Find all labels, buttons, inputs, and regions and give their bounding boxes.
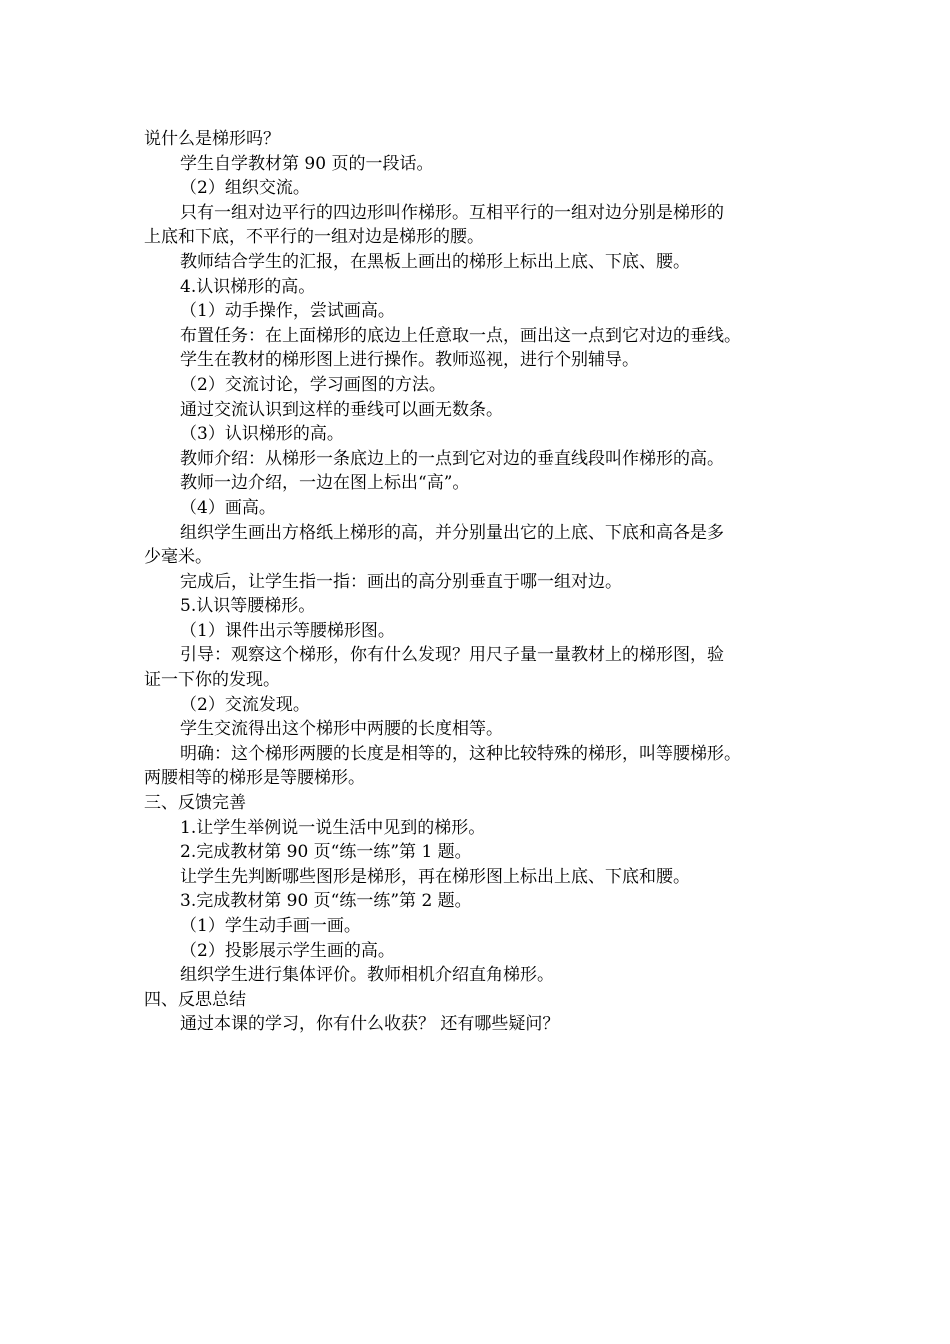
paragraph-line: 学生自学教材第 90 页的一段话。 <box>180 153 434 174</box>
paragraph-line: （1）动手操作，尝试画高。 <box>180 301 395 322</box>
paragraph-line: （2）组织交流。 <box>180 178 310 199</box>
paragraph-line: 通过本课的学习，你有什么收获？ 还有哪些疑问？ <box>180 1014 560 1035</box>
subsection-heading: 4.认识梯形的高。 <box>180 276 316 297</box>
lesson-text-body <box>144 127 824 1037</box>
paragraph-line: 两腰相等的梯形是等腰梯形。 <box>144 768 365 789</box>
paragraph-line: 学生交流得出这个梯形中两腰的长度相等。 <box>180 719 503 740</box>
paragraph-line: 上底和下底，不平行的一组对边是梯形的腰。 <box>144 227 484 248</box>
paragraph-line: 组织学生进行集体评价。教师相机介绍直角梯形。 <box>180 965 554 986</box>
paragraph-line: 通过交流认识到这样的垂线可以画无数条。 <box>180 399 503 420</box>
section-heading: 三、反馈完善 <box>144 793 246 814</box>
paragraph-line: （2）投影展示学生画的高。 <box>180 940 395 961</box>
paragraph-line: 教师一边介绍，一边在图上标出“高”。 <box>180 473 470 494</box>
paragraph-line: 证一下你的发现。 <box>144 670 280 691</box>
paragraph-line: 3.完成教材第 90 页“练一练”第 2 题。 <box>180 891 472 912</box>
paragraph-line: 说什么是梯形吗？ <box>144 129 280 149</box>
paragraph-line: （2）交流发现。 <box>180 694 310 715</box>
paragraph-line: 布置任务：在上面梯形的底边上任意取一点，画出这一点到它对边的垂线。 <box>180 325 741 346</box>
paragraph-line: 1.让学生举例说一说生活中见到的梯形。 <box>180 817 486 838</box>
paragraph-line: （4）画高。 <box>180 497 276 518</box>
paragraph-line: 2.完成教材第 90 页“练一练”第 1 题。 <box>180 842 472 863</box>
subsection-heading: 5.认识等腰梯形。 <box>180 596 316 617</box>
paragraph-line: 只有一组对边平行的四边形叫作梯形。互相平行的一组对边分别是梯形的 <box>180 202 724 223</box>
paragraph-line: 完成后，让学生指一指：画出的高分别垂直于哪一组对边。 <box>180 571 622 592</box>
paragraph-line: 组织学生画出方格纸上梯形的高，并分别量出它的上底、下底和高各是多 <box>180 522 724 543</box>
paragraph-line: 教师介绍：从梯形一条底边上的一点到它对边的垂直线段叫作梯形的高。 <box>180 448 724 469</box>
section-heading: 四、反思总结 <box>144 989 246 1010</box>
paragraph-line: 教师结合学生的汇报，在黑板上画出的梯形上标出上底、下底、腰。 <box>180 251 690 272</box>
paragraph-line: 引导：观察这个梯形，你有什么发现？用尺子量一量教材上的梯形图，验 <box>180 645 724 666</box>
paragraph-line: （1）学生动手画一画。 <box>180 916 361 936</box>
paragraph-line: 让学生先判断哪些图形是梯形，再在梯形图上标出上底、下底和腰。 <box>180 866 690 887</box>
paragraph-line: 少毫米。 <box>144 547 212 568</box>
paragraph-line: 学生在教材的梯形图上进行操作。教师巡视，进行个别辅导。 <box>180 350 639 371</box>
paragraph-line: 明确：这个梯形两腰的长度是相等的，这种比较特殊的梯形，叫等腰梯形。 <box>180 743 741 764</box>
paragraph-line: （2）交流讨论，学习画图的方法。 <box>180 374 446 395</box>
document-page <box>144 127 824 1037</box>
paragraph-line: （1）课件出示等腰梯形图。 <box>180 620 395 641</box>
paragraph-line: （3）认识梯形的高。 <box>180 424 344 445</box>
